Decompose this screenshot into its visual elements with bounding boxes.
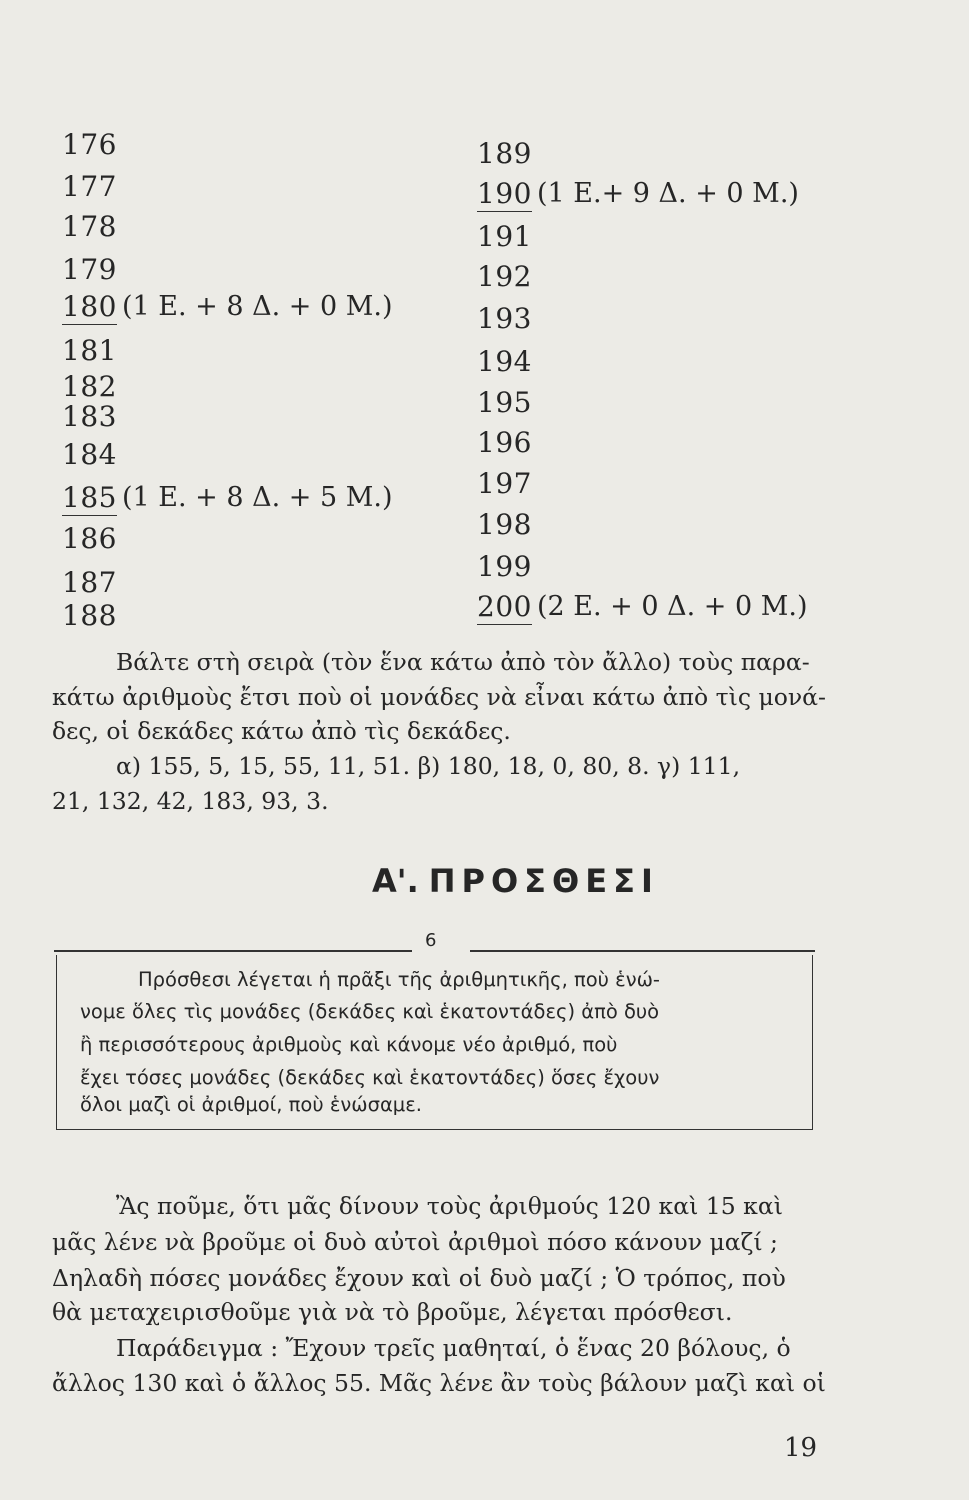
exercise-line: 21, 132, 42, 183, 93, 3. [52,787,329,815]
page-number: 19 [784,1433,818,1463]
number-179: 179 [62,253,117,286]
exercise-line: κάτω ἀριθμοὺς ἔτσι ποὺ οἱ μονάδες νὰ εἶναι κάτω ἀπὸ τὶς μονά- [52,683,826,711]
body-line: Ἂς ποῦμε, ὅτι μᾶς δίνουν τοὺς ἀριθμούς 120 καὶ 15 καὶ [116,1192,783,1220]
note-190: (1 Ε.+ 9 Δ. + 0 Μ.) [537,178,799,209]
number-199: 199 [477,550,532,583]
number-183: 183 [62,400,117,433]
number-191: 191 [477,220,532,253]
exercise-line: δες, οἱ δεκάδες κάτω ἀπὸ τὶς δεκάδες. [52,717,511,745]
note-185: (1 Ε. + 8 Δ. + 5 Μ.) [122,482,393,513]
number-177: 177 [62,170,117,203]
section-heading [372,862,659,900]
definition-line: ὅλοι μαζὶ οἱ ἀριθμοί, ποὺ ἑνώσαμε. [80,1093,422,1116]
box-top-rule-left [54,950,412,952]
definition-number: 6 [425,930,437,951]
number-197: 197 [477,467,532,500]
number-186: 186 [62,522,117,555]
section-letter: Α'. [372,862,419,900]
number-193: 193 [477,302,532,335]
number-198: 198 [477,508,532,541]
body-line: Δηλαδὴ πόσες μονάδες ἔχουν καὶ οἱ δυὸ μαζί ; Ὁ τρόπος, ποὺ [52,1264,786,1292]
number-178: 178 [62,210,117,243]
number-200: 200 [477,590,532,623]
note-180: (1 Ε. + 8 Δ. + 0 Μ.) [122,291,393,322]
definition-line: ἢ περισσότερους ἀριθμοὺς καὶ κάνομε νέο ἀριθμό, ποὺ [80,1033,618,1056]
section-title: ΠΡΟΣΘΕΣΙ [428,862,659,900]
definition-line: νομε ὅλες τὶς μονάδες (δεκάδες καὶ ἑκατοντάδες) ἀπὸ δυὸ [80,1000,660,1023]
body-line: ἄλλος 130 καὶ ὁ ἄλλος 55. Μᾶς λένε ἂν τοὺς βάλουν μαζὶ καὶ οἱ [52,1369,826,1397]
number-180: 180 [62,290,117,323]
number-196: 196 [477,426,532,459]
number-188: 188 [62,599,117,632]
exercise-line: α) 155, 5, 15, 55, 11, 51. β) 180, 18, 0, 80, 8. γ) 111, [116,752,741,780]
number-189: 189 [477,137,532,170]
box-top-rule-right [470,950,815,952]
number-195: 195 [477,386,532,419]
exercise-line: Βάλτε στὴ σειρὰ (τὸν ἕνα κάτω ἀπὸ τὸν ἄλλο) τοὺς παρα- [116,648,810,676]
body-line: θὰ μεταχειρισθοῦμε γιὰ νὰ τὸ βροῦμε, λέγεται πρόσθεσι. [52,1298,733,1326]
note-200: (2 Ε. + 0 Δ. + 0 Μ.) [537,591,808,622]
number-181: 181 [62,334,117,367]
body-line: μᾶς λένε νὰ βροῦμε οἱ δυὸ αὐτοὶ ἀριθμοὶ πόσο κάνουν μαζί ; [52,1228,778,1256]
definition-line: Πρόσθεσι λέγεται ἡ πρᾶξι τῆς ἀριθμητικῆς, ποὺ ἑνώ- [138,968,660,991]
number-192: 192 [477,260,532,293]
body-line: Παράδειγμα : Ἔχουν τρεῖς μαθηταί, ὁ ἕνας 20 βόλους, ὁ [116,1334,791,1362]
number-184: 184 [62,438,117,471]
number-187: 187 [62,566,117,599]
number-185: 185 [62,481,117,514]
number-190: 190 [477,177,532,210]
number-194: 194 [477,345,532,378]
number-176: 176 [62,128,117,161]
definition-line: ἔχει τόσες μονάδες (δεκάδες καὶ ἑκατοντάδες) ὅσες ἔχουν [80,1066,660,1089]
number-182: 182 [62,370,117,403]
